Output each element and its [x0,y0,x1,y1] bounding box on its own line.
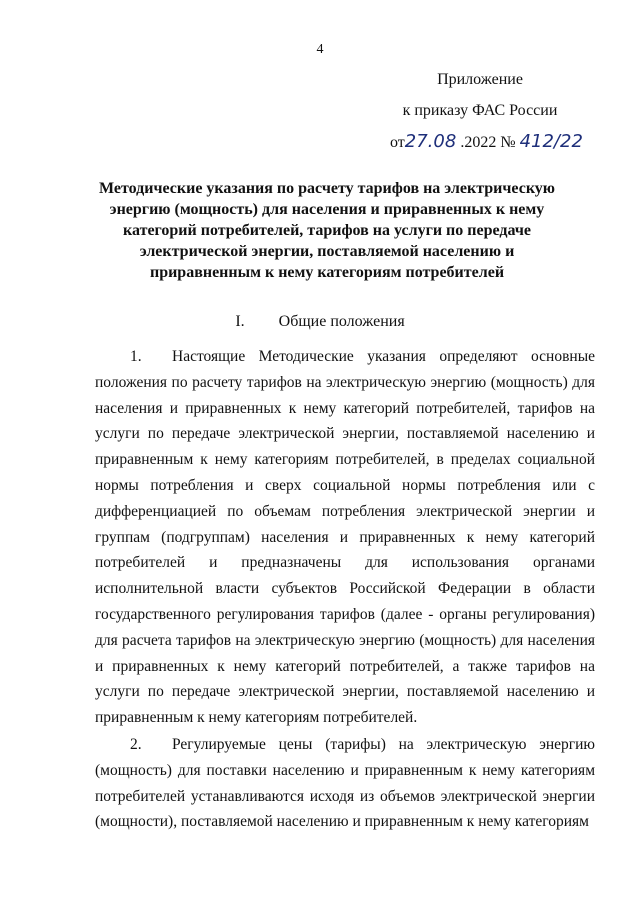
paragraph-number: 2. [130,735,142,753]
page-number: 4 [316,42,324,57]
paragraph-text: Настоящие Методические указания определяют основные положения по расчету тарифов на электрическую энергию (мощность) для населения и приравненных к нему категорий потребителей, тарифов на услуги по передаче электрической энергии, поставляемой населению и приравненным к нему категориям потребителей, в пределах социальной нормы потребления и сверх социальной нормы потребления или с дифференциацией по объемам потребления электрической энергии и группам (подгруппам) населения и приравненных к нему категорий потребителей и предназначены для использования органами исполнительной власти субъектов Российской Федерации в области государственного регулирования тарифов (далее - органы регулирования) для расчета тарифов на электрическую энергию (мощность) для населения и приравненных к нему категорий потребителей, а также тарифов на услуги по передаче электрической энергии, поставляемой населению и приравненным к нему категориям потребителей. [95,348,595,727]
section-heading [0,313,640,331]
body-text [95,344,595,835]
appendix-label: Приложение [437,71,523,88]
paragraph-1 [95,344,595,731]
paragraph-text: Регулируемые цены (тарифы) на электрическую энергию (мощность) для поставки населению и приравненным к нему категориям потребителей устанавливаются исходя из объемов электрической энергии (мощности), поставляемой населению и приравненным к нему категориям [95,735,595,831]
paragraph-number: 1. [130,348,142,365]
order-year: .2022 № [460,134,516,151]
section-number: I. [235,313,245,330]
handwritten-order-date: 27.08 [404,131,457,152]
handwritten-order-number: 412/22 [519,131,583,152]
order-date-number-line [370,126,590,158]
section-title: Общие положения [278,313,405,330]
paragraph-2 [95,732,595,835]
document-title: Методические указания по расчету тарифов на электрическую энергию (мощность) для населения и приравненных к нему категорий потребителей, тарифов на услуги по передаче электрической энергии, поставляемой населению и приравненным к нему категориям потребителей [98,180,556,281]
appendix-order-reference: к приказу ФАС России [402,102,558,119]
order-prefix: от [390,134,405,151]
appendix-block [370,64,590,158]
